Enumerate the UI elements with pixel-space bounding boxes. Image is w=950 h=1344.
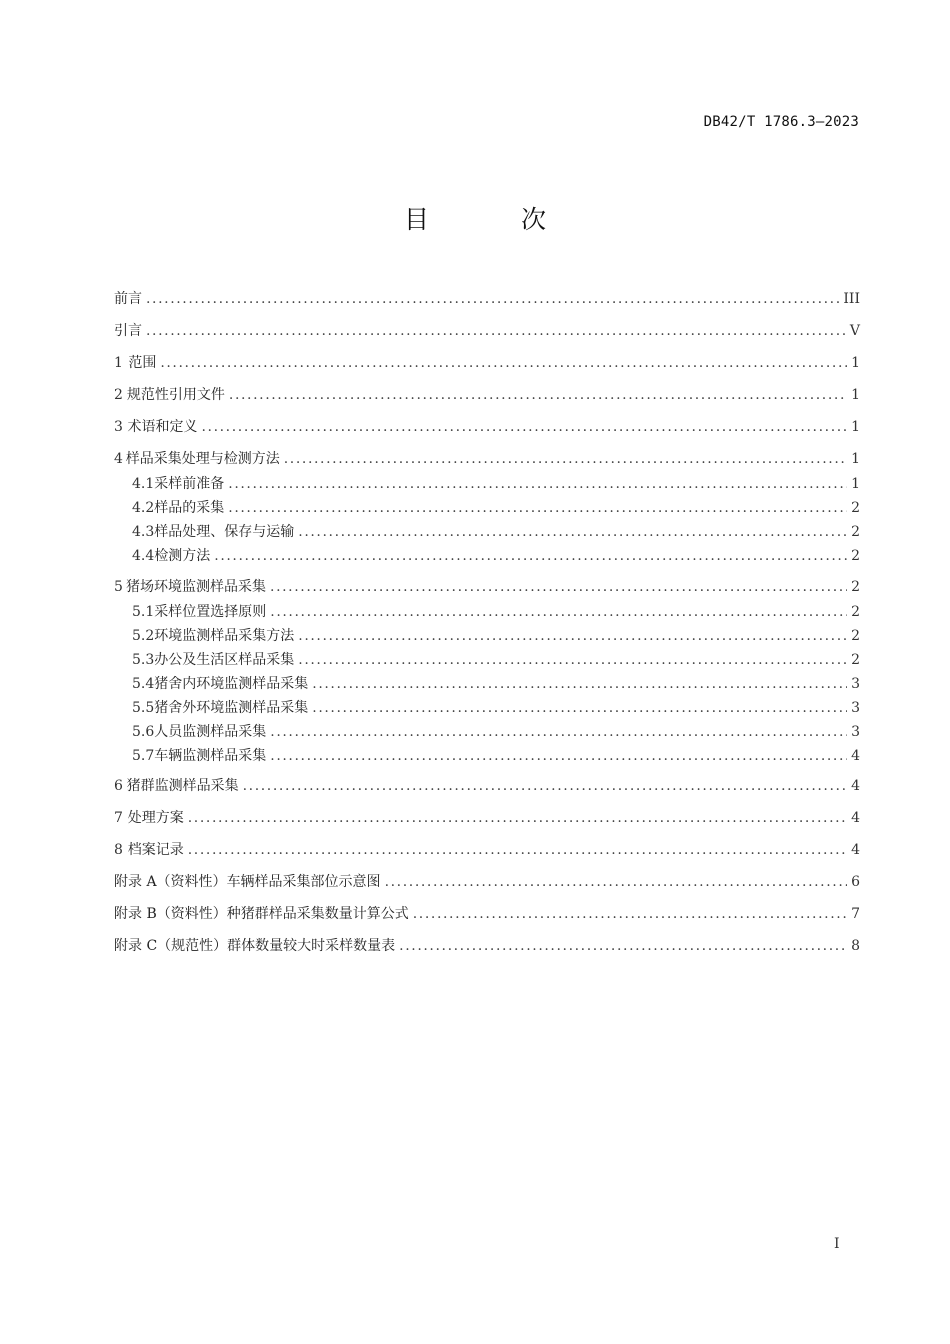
toc-label: 猪舍外环境监测样品采集 — [154, 700, 309, 716]
toc-number: 5.3 — [132, 652, 155, 668]
toc-page: 3 — [851, 700, 860, 716]
toc-entry-3[interactable] — [114, 416, 860, 438]
page-title: 目 次 — [404, 205, 588, 234]
toc-entry-4-4[interactable] — [114, 545, 860, 567]
toc-page: 4 — [851, 842, 860, 858]
toc-label: 办公及生活区样品采集 — [154, 652, 295, 668]
toc-leader — [270, 745, 847, 767]
toc-label: 范围 — [128, 355, 157, 371]
toc-page: 7 — [851, 906, 860, 922]
toc-entry-4-3[interactable] — [114, 521, 860, 543]
toc-label: 车辆样品采集部位示意图 — [226, 874, 381, 890]
toc-page: 2 — [851, 500, 860, 516]
toc-leader — [160, 352, 847, 374]
toc-leader — [188, 839, 847, 861]
toc-entry-5-7[interactable] — [114, 745, 860, 767]
toc-entry-appendix-a[interactable] — [114, 871, 860, 893]
toc-page: 4 — [851, 810, 860, 826]
toc-number: 1 — [114, 355, 123, 371]
toc-leader — [270, 601, 847, 623]
toc-label: 规范性引用文件 — [126, 387, 225, 403]
toc-label: 前言 — [114, 291, 142, 307]
toc-leader — [146, 320, 846, 342]
footer-page-number: I — [834, 1236, 840, 1252]
toc-leader — [214, 545, 847, 567]
toc-page: 1 — [851, 419, 860, 435]
toc-number: 4.1 — [132, 476, 155, 492]
toc-leader — [298, 625, 847, 647]
toc-label: 处理方案 — [127, 810, 184, 826]
toc-entry-foreword[interactable] — [114, 288, 860, 310]
toc-page: 1 — [851, 476, 860, 492]
toc-page: III — [843, 291, 860, 307]
toc-leader — [270, 721, 847, 743]
toc-page: 6 — [851, 874, 860, 890]
toc-label: 引言 — [114, 323, 142, 339]
toc-number: 4 — [114, 451, 123, 467]
toc-page: 2 — [851, 652, 860, 668]
toc-entry-5-3[interactable] — [114, 649, 860, 671]
toc-number: 5.7 — [132, 748, 155, 764]
toc-number: 4.4 — [132, 548, 155, 564]
toc-leader — [413, 903, 847, 925]
toc-leader — [243, 775, 847, 797]
toc-entry-5-1[interactable] — [114, 601, 860, 623]
toc-number: 5 — [114, 579, 123, 595]
toc-page: 1 — [851, 387, 860, 403]
toc-entry-1[interactable] — [114, 352, 860, 374]
toc-leader — [284, 448, 847, 470]
toc-label: 术语和定义 — [127, 419, 198, 435]
toc-leader — [312, 697, 847, 719]
appendix-prefix: 附录 C（规范性） — [114, 938, 228, 954]
toc-leader — [201, 416, 847, 438]
toc-label: 人员监测样品采集 — [154, 724, 267, 740]
toc-page: 8 — [851, 938, 860, 954]
toc-label: 种猪群样品采集数量计算公式 — [226, 906, 409, 922]
toc-leader — [399, 935, 847, 957]
toc-entry-2[interactable] — [114, 384, 860, 406]
toc-leader — [146, 288, 839, 310]
toc-page: 2 — [851, 604, 860, 620]
toc-number: 5.2 — [132, 628, 155, 644]
toc-entry-4[interactable] — [114, 448, 860, 470]
toc-label: 猪场环境监测样品采集 — [126, 579, 267, 595]
toc-page: 3 — [851, 676, 860, 692]
toc-entry-4-2[interactable] — [114, 497, 860, 519]
toc-label: 群体数量较大时采样数量表 — [227, 938, 396, 954]
toc-leader — [298, 649, 847, 671]
toc-entry-6[interactable] — [114, 775, 860, 797]
toc-leader — [228, 473, 847, 495]
toc-label: 样品的采集 — [154, 500, 225, 516]
toc-label: 猪群监测样品采集 — [126, 778, 239, 794]
toc-number: 8 — [114, 842, 123, 858]
toc-label: 样品采集处理与检测方法 — [125, 451, 280, 467]
toc-page: V — [849, 323, 860, 339]
toc-number: 6 — [114, 778, 123, 794]
toc-leader — [188, 807, 847, 829]
toc-page: 2 — [851, 548, 860, 564]
toc-page: 1 — [851, 451, 860, 467]
document-code: DB42/T 1786.3—2023 — [703, 114, 859, 130]
toc-number: 7 — [114, 810, 123, 826]
toc-entry-5-5[interactable] — [114, 697, 860, 719]
toc-entry-appendix-c[interactable] — [114, 935, 860, 957]
toc-leader — [385, 871, 848, 893]
toc-entry-5-4[interactable] — [114, 673, 860, 695]
toc-label: 检测方法 — [154, 548, 211, 564]
toc-page: 2 — [851, 628, 860, 644]
toc-page: 3 — [851, 724, 860, 740]
toc-number: 4.3 — [132, 524, 155, 540]
toc-label: 车辆监测样品采集 — [154, 748, 267, 764]
toc-number: 5.5 — [132, 700, 155, 716]
toc-entry-appendix-b[interactable] — [114, 903, 860, 925]
toc-leader — [228, 497, 847, 519]
toc-leader — [229, 384, 847, 406]
toc-entry-5-2[interactable] — [114, 625, 860, 647]
toc-page: 2 — [851, 579, 860, 595]
toc-label: 环境监测样品采集方法 — [154, 628, 295, 644]
toc-number: 5.4 — [132, 676, 155, 692]
toc-leader — [298, 521, 847, 543]
toc-entry-5[interactable] — [114, 576, 860, 598]
toc-page: 1 — [851, 355, 860, 371]
toc-page: 4 — [851, 778, 860, 794]
appendix-prefix: 附录 B（资料性） — [114, 906, 227, 922]
toc-label: 采样前准备 — [154, 476, 225, 492]
toc-entry-7[interactable] — [114, 807, 860, 829]
toc-label: 采样位置选择原则 — [154, 604, 267, 620]
toc-entry-introduction[interactable] — [114, 320, 860, 342]
toc-label: 猪舍内环境监测样品采集 — [154, 676, 309, 692]
toc-number: 5.6 — [132, 724, 155, 740]
toc-number: 5.1 — [132, 604, 155, 620]
toc-leader — [312, 673, 847, 695]
toc-page: 2 — [851, 524, 860, 540]
toc-entry-8[interactable] — [114, 839, 860, 861]
appendix-prefix: 附录 A（资料性） — [114, 874, 227, 890]
toc-entry-5-6[interactable] — [114, 721, 860, 743]
toc-entry-4-1[interactable] — [114, 473, 860, 495]
toc-page: 4 — [851, 748, 860, 764]
toc-number: 2 — [114, 387, 123, 403]
toc-leader — [270, 576, 847, 598]
toc-number: 3 — [114, 419, 123, 435]
toc-number: 4.2 — [132, 500, 155, 516]
toc-label: 样品处理、保存与运输 — [154, 524, 295, 540]
toc-label: 档案记录 — [127, 842, 184, 858]
